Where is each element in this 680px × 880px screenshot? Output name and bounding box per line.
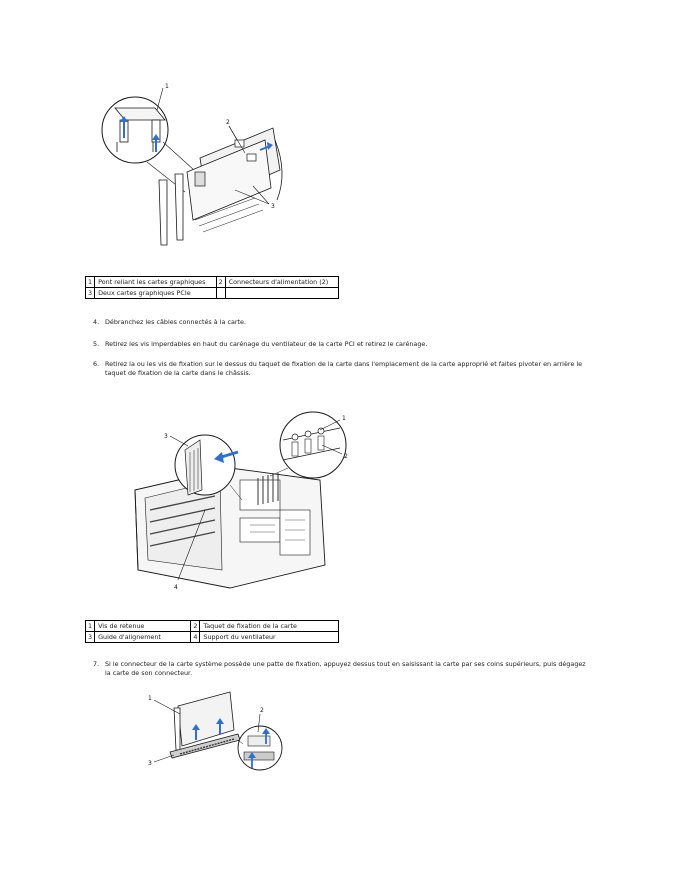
legend-label: Vis de retenue bbox=[95, 621, 191, 632]
callout-4: 4 bbox=[174, 584, 178, 591]
legend-label: Guide d'alignement bbox=[95, 632, 191, 643]
legend-number: 2 bbox=[191, 621, 200, 632]
legend-row bbox=[86, 277, 339, 288]
legend-row bbox=[86, 288, 339, 299]
figure-graphics-cards-bridge bbox=[95, 80, 305, 250]
legend-number: 3 bbox=[86, 632, 95, 643]
legend-label: Connecteurs d'alimentation (2) bbox=[225, 277, 338, 288]
legend-number: 4 bbox=[191, 632, 200, 643]
step-5 bbox=[93, 340, 593, 349]
step-number: 7. bbox=[93, 660, 100, 668]
legend-label: Taquet de fixation de la carte bbox=[200, 621, 339, 632]
step-text: Débranchez les câbles connectés à la carte. bbox=[105, 318, 246, 326]
card-removal-illustration bbox=[140, 688, 290, 783]
legend-table-figure-1 bbox=[85, 276, 339, 299]
callout-2: 2 bbox=[344, 453, 348, 460]
step-6 bbox=[93, 360, 593, 378]
callout-1: 1 bbox=[342, 415, 346, 422]
figure-card-removal bbox=[140, 688, 290, 783]
legend-number: 1 bbox=[86, 277, 95, 288]
callout-3: 3 bbox=[271, 203, 275, 210]
step-text: Si le connecteur de la carte système possède une patte de fixation, appuyez dessus tout en saisissant la carte par ses coins supérieurs, puis dégagez la carte de son connecteur. bbox=[105, 660, 586, 677]
step-number: 5. bbox=[93, 340, 100, 348]
legend-label: Deux cartes graphiques PCIe bbox=[95, 288, 217, 299]
step-number: 6. bbox=[93, 360, 100, 368]
legend-label: Support du ventilateur bbox=[200, 632, 339, 643]
step-number: 4. bbox=[93, 318, 100, 326]
legend-label: Pont reliant les cartes graphiques bbox=[95, 277, 217, 288]
step-text: Retirez la ou les vis de fixation sur le dessus du taquet de fixation de la carte dans l'emplacement de la carte approprié et faites pivoter en arrière le taquet de fixation de la carte dans le châssis. bbox=[105, 360, 583, 377]
legend-number: 2 bbox=[216, 277, 225, 288]
legend-label bbox=[225, 288, 338, 299]
figure-chassis-card-bracket bbox=[130, 410, 360, 595]
legend-row bbox=[86, 621, 339, 632]
callout-3: 3 bbox=[164, 433, 168, 440]
legend-number: 1 bbox=[86, 621, 95, 632]
callout-3: 3 bbox=[148, 760, 152, 767]
step-text: Retirez les vis imperdables en haut du carénage du ventilateur de la carte PCI et retirez le carénage. bbox=[105, 340, 428, 348]
callout-1: 1 bbox=[148, 695, 152, 702]
step-7 bbox=[93, 660, 593, 678]
legend-number bbox=[216, 288, 225, 299]
step-4 bbox=[93, 318, 593, 327]
graphics-cards-illustration bbox=[95, 80, 305, 250]
callout-2: 2 bbox=[226, 119, 230, 126]
chassis-illustration bbox=[130, 410, 360, 595]
callout-2: 2 bbox=[260, 707, 264, 714]
legend-row bbox=[86, 632, 339, 643]
legend-number: 3 bbox=[86, 288, 95, 299]
legend-table-figure-2 bbox=[85, 620, 339, 643]
callout-1: 1 bbox=[165, 83, 169, 90]
